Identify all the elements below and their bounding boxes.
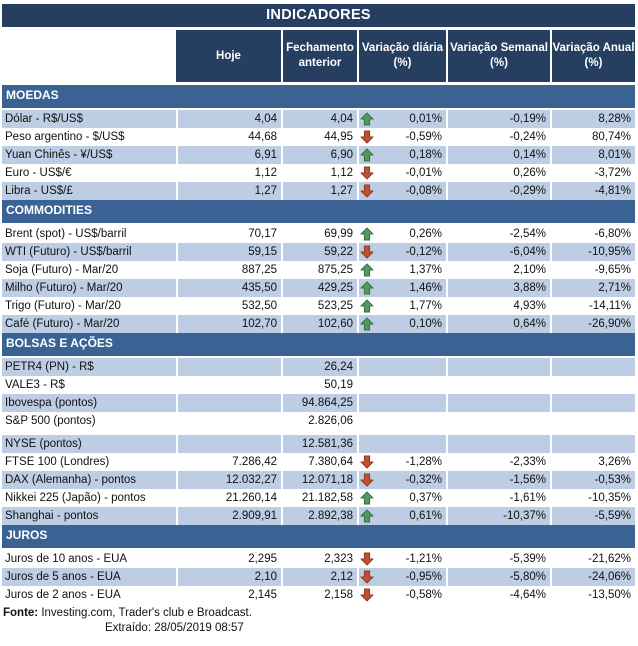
variacao-semanal-value: -10,37% bbox=[446, 507, 550, 525]
variacao-diaria-cell bbox=[357, 261, 446, 279]
section-header-bolsas-e-a-es: BOLSAS E AÇÕES bbox=[2, 333, 635, 356]
variacao-semanal-value bbox=[446, 412, 550, 430]
variacao-anual-value: 8,01% bbox=[550, 146, 635, 164]
variacao-diaria-value: 0,26% bbox=[409, 228, 442, 240]
variacao-diaria-value: -1,28% bbox=[405, 456, 442, 468]
up-arrow-icon bbox=[360, 263, 374, 277]
variacao-anual-value bbox=[550, 435, 635, 453]
up-arrow-icon bbox=[360, 148, 374, 162]
fechamento-anterior-value: 102,60 bbox=[281, 315, 357, 333]
row-label: Libra - US$/£ bbox=[2, 182, 176, 200]
variacao-semanal-value: -0,29% bbox=[446, 182, 550, 200]
variacao-anual-value: -14,11% bbox=[550, 297, 635, 315]
variacao-diaria-cell bbox=[357, 243, 446, 261]
row-label: Dólar - R$/US$ bbox=[2, 110, 176, 128]
variacao-diaria-cell bbox=[357, 376, 446, 394]
variacao-diaria-cell bbox=[357, 110, 446, 128]
table-row bbox=[2, 315, 635, 333]
section-header-commodities: COMMODITIES bbox=[2, 200, 635, 223]
variacao-semanal-value: 3,88% bbox=[446, 279, 550, 297]
table-row bbox=[2, 128, 635, 146]
hoje-value: 12.032,27 bbox=[176, 471, 281, 489]
up-arrow-icon bbox=[360, 491, 374, 505]
variacao-semanal-value bbox=[446, 394, 550, 412]
variacao-diaria-cell bbox=[357, 471, 446, 489]
row-label: PETR4 (PN) - R$ bbox=[2, 358, 176, 376]
variacao-diaria-cell bbox=[357, 550, 446, 568]
row-label: Juros de 2 anos - EUA bbox=[5, 589, 121, 601]
hoje-value: 1,27 bbox=[176, 182, 281, 200]
table-row bbox=[2, 489, 635, 507]
variacao-anual-value bbox=[550, 376, 635, 394]
variacao-diaria-cell bbox=[357, 453, 446, 471]
variacao-diaria-value: 0,01% bbox=[409, 113, 442, 125]
variacao-semanal-value: -2,33% bbox=[446, 453, 550, 471]
section-header-juros: JUROS bbox=[2, 525, 635, 548]
variacao-semanal-value: -6,04% bbox=[446, 243, 550, 261]
variacao-diaria-cell bbox=[357, 225, 446, 243]
footer bbox=[3, 606, 638, 636]
hoje-value: 2,10 bbox=[176, 568, 281, 586]
hoje-value: 1,12 bbox=[176, 164, 281, 182]
hoje-value: 59,15 bbox=[176, 243, 281, 261]
table-row bbox=[2, 471, 635, 489]
variacao-anual-value: -26,90% bbox=[550, 315, 635, 333]
variacao-diaria-cell bbox=[357, 279, 446, 297]
row-label: VALE3 - R$ bbox=[5, 379, 65, 391]
row-label: S&P 500 (pontos) bbox=[5, 415, 96, 427]
column-header-variacao-semanal: Variação Semanal (%) bbox=[446, 30, 550, 82]
row-label: Shanghai - pontos bbox=[2, 507, 176, 525]
table-row bbox=[2, 394, 635, 412]
variacao-anual-value: -24,06% bbox=[550, 568, 635, 586]
up-arrow-icon bbox=[360, 281, 374, 295]
variacao-semanal-value: -2,54% bbox=[446, 225, 550, 243]
up-arrow-icon bbox=[360, 112, 374, 126]
down-arrow-icon bbox=[360, 455, 374, 469]
fechamento-anterior-value: 6,90 bbox=[281, 146, 357, 164]
hoje-value: 887,25 bbox=[176, 261, 281, 279]
down-arrow-icon bbox=[360, 184, 374, 198]
row-label: Peso argentino - $/US$ bbox=[5, 131, 125, 143]
row-label: WTI (Futuro) - US$/barril bbox=[2, 243, 176, 261]
fechamento-anterior-value: 69,99 bbox=[281, 225, 357, 243]
row-label: FTSE 100 (Londres) bbox=[5, 456, 110, 468]
variacao-diaria-cell bbox=[357, 507, 446, 525]
source-line bbox=[3, 606, 638, 621]
source-text: Investing.com, Trader's club e Broadcast. bbox=[38, 607, 252, 619]
table-row bbox=[2, 297, 635, 315]
hoje-value: 44,68 bbox=[176, 128, 281, 146]
fechamento-anterior-value: 2,158 bbox=[281, 586, 357, 604]
down-arrow-icon bbox=[360, 552, 374, 566]
fechamento-anterior-value: 59,22 bbox=[281, 243, 357, 261]
variacao-semanal-value bbox=[446, 358, 550, 376]
variacao-semanal-value bbox=[446, 435, 550, 453]
variacao-anual-value: -0,53% bbox=[550, 471, 635, 489]
table-row bbox=[2, 435, 635, 453]
variacao-anual-value: -5,59% bbox=[550, 507, 635, 525]
variacao-diaria-value: -0,95% bbox=[405, 571, 442, 583]
variacao-diaria-cell bbox=[357, 489, 446, 507]
row-label: DAX (Alemanha) - pontos bbox=[2, 471, 176, 489]
variacao-semanal-value: -1,56% bbox=[446, 471, 550, 489]
table-row bbox=[2, 568, 635, 586]
fechamento-anterior-value: 523,25 bbox=[281, 297, 357, 315]
variacao-semanal-value: 0,64% bbox=[446, 315, 550, 333]
extracted-timestamp: Extraído: 28/05/2019 08:57 bbox=[105, 622, 244, 634]
page-title: INDICADORES bbox=[2, 4, 635, 27]
variacao-diaria-value: 1,77% bbox=[409, 300, 442, 312]
variacao-diaria-value: -0,32% bbox=[405, 474, 442, 486]
table-row bbox=[2, 453, 635, 471]
row-label: Soja (Futuro) - Mar/20 bbox=[5, 264, 119, 276]
table-row bbox=[2, 164, 635, 182]
variacao-diaria-value: -0,01% bbox=[405, 167, 442, 179]
variacao-diaria-value: -0,12% bbox=[405, 246, 442, 258]
table-row bbox=[2, 412, 635, 430]
up-arrow-icon bbox=[360, 509, 374, 523]
column-header-fechamento-anterior: Fechamento anterior bbox=[281, 30, 357, 82]
fechamento-anterior-value: 50,19 bbox=[281, 376, 357, 394]
column-header-row bbox=[176, 30, 638, 82]
variacao-diaria-cell bbox=[357, 412, 446, 430]
down-arrow-icon bbox=[360, 570, 374, 584]
down-arrow-icon bbox=[360, 473, 374, 487]
variacao-semanal-value: 4,93% bbox=[446, 297, 550, 315]
fechamento-anterior-value: 1,12 bbox=[281, 164, 357, 182]
hoje-value: 70,17 bbox=[176, 225, 281, 243]
fechamento-anterior-value: 2.892,38 bbox=[281, 507, 357, 525]
hoje-value: 7.286,42 bbox=[176, 453, 281, 471]
fechamento-anterior-value: 2,323 bbox=[281, 550, 357, 568]
row-label: Ibovespa (pontos) bbox=[2, 394, 176, 412]
variacao-diaria-value: 1,46% bbox=[409, 282, 442, 294]
row-label: Yuan Chinês - ¥/US$ bbox=[2, 146, 176, 164]
hoje-value: 21.260,14 bbox=[176, 489, 281, 507]
table-row bbox=[2, 182, 635, 200]
variacao-anual-value bbox=[550, 358, 635, 376]
down-arrow-icon bbox=[360, 588, 374, 602]
fechamento-anterior-value: 94.864,25 bbox=[281, 394, 357, 412]
hoje-value bbox=[176, 412, 281, 430]
fechamento-anterior-value: 2,12 bbox=[281, 568, 357, 586]
variacao-anual-value: -10,95% bbox=[550, 243, 635, 261]
source-label: Fonte: bbox=[3, 607, 39, 619]
variacao-anual-value: -21,62% bbox=[550, 550, 635, 568]
variacao-diaria-value: 0,37% bbox=[409, 492, 442, 504]
table-row bbox=[2, 279, 635, 297]
variacao-semanal-value: 2,10% bbox=[446, 261, 550, 279]
row-label: Milho (Futuro) - Mar/20 bbox=[2, 279, 176, 297]
table-row bbox=[2, 507, 635, 525]
fechamento-anterior-value: 44,95 bbox=[281, 128, 357, 146]
row-label: NYSE (pontos) bbox=[2, 435, 176, 453]
hoje-value bbox=[176, 394, 281, 412]
row-label: Brent (spot) - US$/barril bbox=[5, 228, 127, 240]
row-label: Euro - US$/€ bbox=[5, 167, 72, 179]
down-arrow-icon bbox=[360, 166, 374, 180]
variacao-diaria-cell bbox=[357, 128, 446, 146]
variacao-diaria-value: -1,21% bbox=[405, 553, 442, 565]
down-arrow-icon bbox=[360, 245, 374, 259]
table-row bbox=[2, 358, 635, 376]
variacao-anual-value: -3,72% bbox=[550, 164, 635, 182]
table-row bbox=[2, 376, 635, 394]
table-row bbox=[2, 261, 635, 279]
variacao-anual-value: -13,50% bbox=[550, 586, 635, 604]
fechamento-anterior-value: 26,24 bbox=[281, 358, 357, 376]
hoje-value: 6,91 bbox=[176, 146, 281, 164]
variacao-anual-value: 3,26% bbox=[550, 453, 635, 471]
variacao-semanal-value: -5,80% bbox=[446, 568, 550, 586]
variacao-diaria-cell bbox=[357, 164, 446, 182]
hoje-value bbox=[176, 435, 281, 453]
variacao-diaria-cell bbox=[357, 182, 446, 200]
variacao-semanal-value: -4,64% bbox=[446, 586, 550, 604]
variacao-semanal-value bbox=[446, 376, 550, 394]
hoje-value: 435,50 bbox=[176, 279, 281, 297]
section-header-moedas: MOEDAS bbox=[2, 85, 635, 108]
variacao-semanal-value: -0,24% bbox=[446, 128, 550, 146]
up-arrow-icon bbox=[360, 299, 374, 313]
variacao-anual-value: 2,71% bbox=[550, 279, 635, 297]
hoje-value: 102,70 bbox=[176, 315, 281, 333]
variacao-diaria-value: 0,10% bbox=[409, 318, 442, 330]
hoje-value: 4,04 bbox=[176, 110, 281, 128]
row-label: Trigo (Futuro) - Mar/20 bbox=[5, 300, 121, 312]
variacao-anual-value bbox=[550, 412, 635, 430]
column-header-variacao-diaria: Variação diária (%) bbox=[357, 30, 446, 82]
down-arrow-icon bbox=[360, 130, 374, 144]
table-row bbox=[2, 243, 635, 261]
hoje-value: 2,295 bbox=[176, 550, 281, 568]
fechamento-anterior-value: 21.182,58 bbox=[281, 489, 357, 507]
hoje-value: 2.909,91 bbox=[176, 507, 281, 525]
variacao-diaria-cell bbox=[357, 435, 446, 453]
table-row bbox=[2, 146, 635, 164]
row-label: Café (Futuro) - Mar/20 bbox=[2, 315, 176, 333]
table-row bbox=[2, 586, 635, 604]
variacao-diaria-cell bbox=[357, 358, 446, 376]
table-row bbox=[2, 225, 635, 243]
indicators-table-body bbox=[0, 85, 638, 604]
fechamento-anterior-value: 875,25 bbox=[281, 261, 357, 279]
variacao-semanal-value: 0,26% bbox=[446, 164, 550, 182]
variacao-anual-value bbox=[550, 394, 635, 412]
fechamento-anterior-value: 7.380,64 bbox=[281, 453, 357, 471]
variacao-anual-value: -4,81% bbox=[550, 182, 635, 200]
row-label: Nikkei 225 (Japão) - pontos bbox=[5, 492, 146, 504]
row-label: Juros de 5 anos - EUA bbox=[2, 568, 176, 586]
variacao-diaria-value: -0,08% bbox=[405, 185, 442, 197]
hoje-value: 532,50 bbox=[176, 297, 281, 315]
variacao-diaria-cell bbox=[357, 586, 446, 604]
variacao-diaria-cell bbox=[357, 394, 446, 412]
variacao-anual-value: 8,28% bbox=[550, 110, 635, 128]
variacao-diaria-cell bbox=[357, 315, 446, 333]
variacao-anual-value: -9,65% bbox=[550, 261, 635, 279]
column-header-variacao-anual: Variação Anual (%) bbox=[550, 30, 635, 82]
hoje-value bbox=[176, 376, 281, 394]
hoje-value: 2,145 bbox=[176, 586, 281, 604]
up-arrow-icon bbox=[360, 317, 374, 331]
variacao-semanal-value: 0,14% bbox=[446, 146, 550, 164]
fechamento-anterior-value: 2.826,06 bbox=[281, 412, 357, 430]
variacao-anual-value: -6,80% bbox=[550, 225, 635, 243]
fechamento-anterior-value: 1,27 bbox=[281, 182, 357, 200]
row-label: Juros de 10 anos - EUA bbox=[5, 553, 128, 565]
variacao-anual-value: 80,74% bbox=[550, 128, 635, 146]
fechamento-anterior-value: 12.071,18 bbox=[281, 471, 357, 489]
fechamento-anterior-value: 4,04 bbox=[281, 110, 357, 128]
variacao-anual-value: -10,35% bbox=[550, 489, 635, 507]
variacao-diaria-cell bbox=[357, 146, 446, 164]
variacao-diaria-value: -0,58% bbox=[405, 589, 442, 601]
variacao-diaria-value: 0,18% bbox=[409, 149, 442, 161]
table-row bbox=[2, 110, 635, 128]
up-arrow-icon bbox=[360, 227, 374, 241]
variacao-semanal-value: -5,39% bbox=[446, 550, 550, 568]
variacao-diaria-value: 0,61% bbox=[409, 510, 442, 522]
variacao-diaria-cell bbox=[357, 568, 446, 586]
variacao-diaria-cell bbox=[357, 297, 446, 315]
fechamento-anterior-value: 12.581,36 bbox=[281, 435, 357, 453]
column-header-hoje: Hoje bbox=[176, 30, 281, 82]
table-row bbox=[2, 550, 635, 568]
hoje-value bbox=[176, 358, 281, 376]
variacao-diaria-value: -0,59% bbox=[405, 131, 442, 143]
variacao-semanal-value: -0,19% bbox=[446, 110, 550, 128]
variacao-diaria-value: 1,37% bbox=[409, 264, 442, 276]
fechamento-anterior-value: 429,25 bbox=[281, 279, 357, 297]
variacao-semanal-value: -1,61% bbox=[446, 489, 550, 507]
